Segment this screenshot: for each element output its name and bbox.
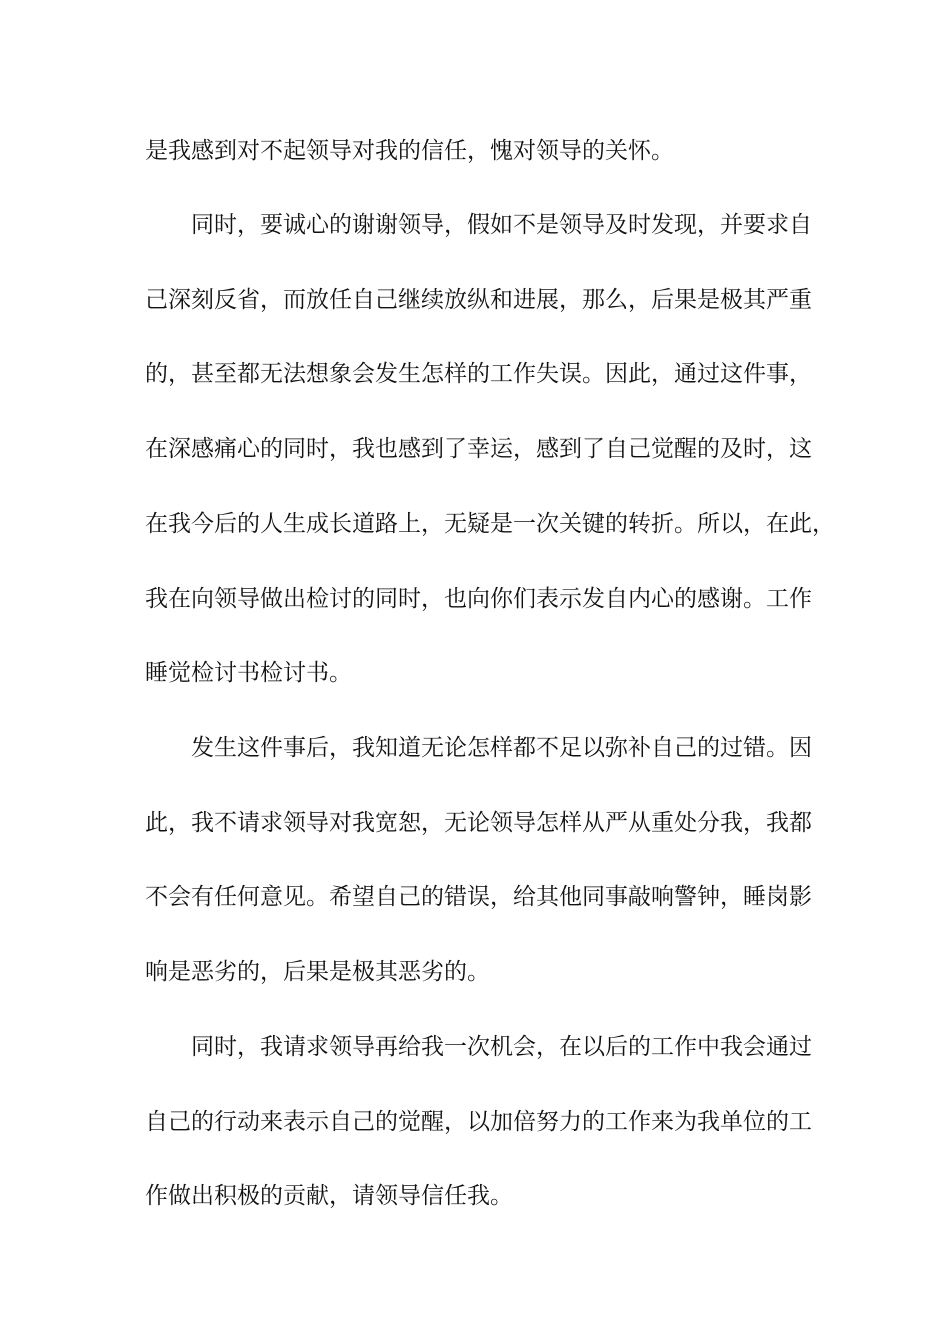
text-line: 发生这件事后，我知道无论怎样都不足以弥补自己的过错。因 [145, 735, 812, 761]
text-line: 的，甚至都无法想象会发生怎样的工作失误。因此，通过这件事， [145, 361, 812, 387]
text-line: 同时，要诚心的谢谢领导，假如不是领导及时发现，并要求自 [145, 212, 812, 238]
text-line: 作做出积极的贡献，请领导信任我。 [145, 1183, 513, 1209]
text-line: 己深刻反省，而放任自己继续放纵和进展，那么，后果是极其严重 [145, 287, 812, 313]
text-line: 响是恶劣的，后果是极其恶劣的。 [145, 959, 490, 985]
text-line: 此，我不请求领导对我宽恕，无论领导怎样从严从重处分我，我都 [145, 810, 812, 836]
text-line: 同时，我请求领导再给我一次机会，在以后的工作中我会通过 [145, 1034, 812, 1060]
text-line: 在我今后的人生成长道路上，无疑是一次关键的转折。所以，在此， [145, 511, 835, 537]
text-line: 睡觉检讨书检讨书。 [145, 660, 352, 686]
text-line: 自己的行动来表示自己的觉醒，以加倍努力的工作来为我单位的工 [145, 1109, 812, 1135]
text-line: 我在向领导做出检讨的同时，也向你们表示发自内心的感谢。工作 [145, 586, 812, 612]
text-line: 在深感痛心的同时，我也感到了幸运，感到了自己觉醒的及时，这 [145, 436, 812, 462]
text-line: 是我感到对不起领导对我的信任，愧对领导的关怀。 [145, 138, 674, 164]
text-line: 不会有任何意见。希望自己的错误，给其他同事敲响警钟，睡岗影 [145, 884, 812, 910]
